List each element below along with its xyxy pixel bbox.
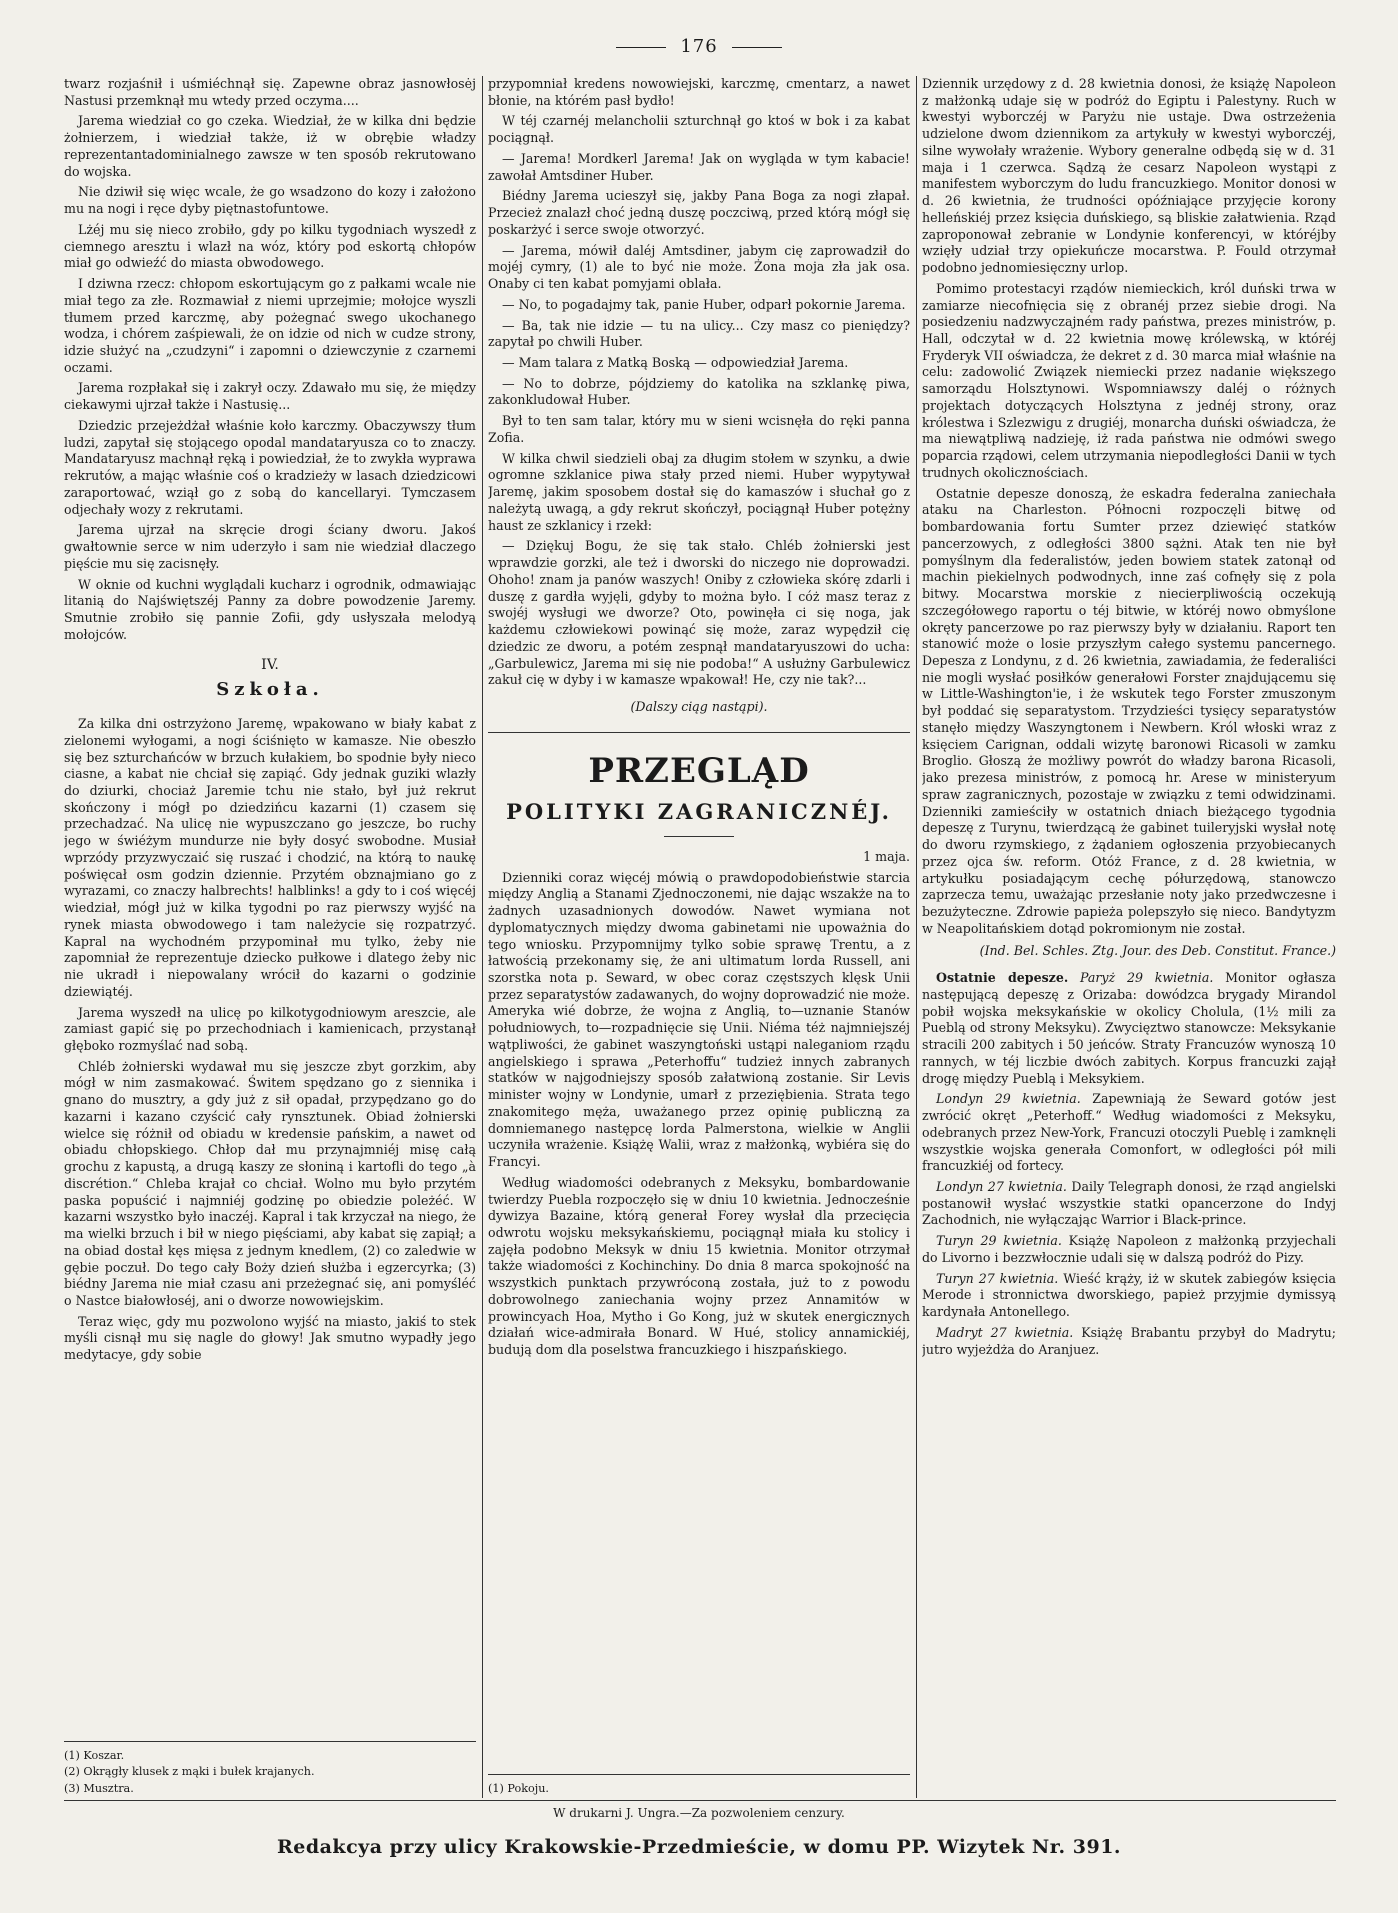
dispatch-text: Książę Brabantu przybył do Madrytu; jutro wyjeżdża do Aranjuez.: [922, 1324, 1336, 1357]
paragraph: Jarema rozpłakał się i zakrył oczy. Zdawało mu się, że między ciekawymi ujrzał także i Nastusię...: [64, 380, 476, 413]
paragraph: Ostatnie depesze donoszą, że eskadra federalna zaniechała ataku na Charleston. Północni rozpoczęli bitwę od bombardowania fortu Sumter przez dziewięć statków pancerzowych, z odległości 3800 sążni. Atak ten nie był pomyślnym dla federalistów, jeden bowiem statek zatonął od machin piekielnych podwodnych, inne zaś cofnęły się z pola bitwy. Mocarstwa morskie z niecierpliwością oczekują szczegółowego raportu o téj bitwie, w któréj nowo obmyślone okręty pancerzowe po raz pierwszy były w działaniu. Raport ten stanowić może o losie przyszłym całego systemu pancernego. Depesza z Londynu, z d. 26 kwietnia, zawiadamia, że federaliści nie mogli wysłać posiłków generałowi Forster znajdującemu się w Little-Washington'ie, i że wskutek tego Forster zmuszonym był poddać się separatystom. Trzydzieści tysięcy separatystów stanęło między Waszyngtonem i Newbern. Król włoski wraz z księciem Carignan, oddali wizytę baronowi Ricasoli w zamku Broglio. Głoszą że możliwy powrót do władzy barona Ricasoli, jako prezesa ministrów, z pomocą hr. Arese w ministeryum spraw zagranicznych, pozostaje w związku z temi odwidzinami. Dzienniki zamieściły w ostatnich dniach bieżącego tygodnia depeszę z Turynu, twierdzącą że gabinet tuileryjski wysłał notę do dworu rzymskiego, z żądaniem ogłoszenia przyobiecanych przez ojca św. reform. Otóż France, z d. 28 kwietnia, w artykułku posiadającym cechę półurzędową, stanowczo zaprzecza temu, uważając przesłanie noty jako przedwczesne i bezużyteczne. Zdrowie papieża polepszyło się nieco. Bandytyzm w Neapolitańskiem dotąd pokromionym nie został.: [922, 485, 1336, 936]
story-continuation: [488, 76, 910, 689]
paragraph: Za kilka dni ostrzyżono Jaremę, wpakowano w biały kabat z zielonemi wyłogami, a nogi ściśnięto w kamasze. Nie obeszło się bez szturchańców w brzuch kułakiem, bo spodnie były nieco ciasne, a kabat nie chciał się zapiąć. Gdy jednak guziki wlazły do dziurki, chociaż Jaremie tchu nie stało, był już rekrut skończony i mógł po dziedzińcu kazarni (1) czasem się przechadzać. Na ulicę nie wypuszczano go jeszcze, bo ruchy jego w świéżym mundurze nie były dosyć swobodne. Musiał wprzódy przyzwyczaić się ruszać i chodzić, na którą to naukę poświęcał osm godzin dziennie. Przytém obznajmiano go z wyrazami, co znaczy halbrechts! halblinks! a gdy to i coś więcéj wiedział, mógł już w kilka tygodni po raz pierwszy wyjść na rynek miasta obwodowego i tam należycie się rozpatrzyć. Kapral na wychodném przypominał mu tylko, żeby nie zapomniał że reprezentuje dziecko pułkowe i dlatego żeby nic nie ukradł i niepowalany wrócił do kazarni o godzinie dziewiątéj.: [64, 716, 476, 999]
paragraph: Jarema ujrzał na skręcie drogi ściany dworu. Jakoś gwałtownie serce w nim uderzyło i sam nie wiedział dlaczego pięście mu się zacisnęły.: [64, 522, 476, 571]
dispatch-text: Daily Telegraph donosi, że rząd angielski postanowił wysłać wszystkie statki opancerzone do Indyj Zachodnich, nie wyłączając Warrior i Black-prince.: [922, 1179, 1336, 1228]
paragraph: W téj czarnéj melancholii szturchnął go ktoś w bok i za kabat pociągnął.: [488, 113, 910, 146]
footer-rule: [64, 1800, 1336, 1801]
footnotes: [64, 1741, 476, 1798]
article-subtitle: POLITYKI ZAGRANICZNÉJ.: [506, 798, 892, 824]
dispatch-text: Wieść krąży, iż w skutek zabiegów księcia Merode i stronnictwa dworskiego, papież przyjmie dymissyą kardynała Antonellego.: [922, 1270, 1336, 1320]
paragraph: Teraz więc, gdy mu pozwolono wyjść na miasto, jakiś to stek myśli cisnął mu się nagle do głowy! Jak smutno wypadły jego medytacye, gdy sobie: [64, 1313, 476, 1363]
paragraph: — Mam talara z Matką Boską — odpowiedział Jarema.: [502, 355, 849, 371]
paragraph: Był to ten sam talar, który mu w sieni wcisnęła do ręki panna Zofia.: [488, 413, 910, 445]
dispatch-city: Paryż 29 kwietnia.: [1080, 970, 1214, 986]
paragraph: — No, to pogadajmy tak, panie Huber, odparł pokornie Jarema.: [502, 296, 906, 312]
story-text-top: [64, 76, 476, 644]
column-rule-right: [916, 76, 917, 1798]
editorial-address: Redakcya przy ulicy Krakowskie-Przedmieście, w domu PP. Wizytek Nr. 391.: [276, 1836, 1122, 1858]
section-number: IV.: [261, 656, 279, 673]
dispatch-city: Londyn 27 kwietnia.: [936, 1179, 1067, 1194]
column-2: [488, 76, 910, 1798]
dispatch-text: Monitor ogłasza następującą depeszę z Orizaba: dowódzca brygady Mirandol pobił wojska meksykańskie w okolicy Cholula, (1½ mili za Pueblą od strony Meksyku). Zwycięztwo stanowcze: Meksykanie stracili 200 zabitych i 50 jeńców. Straty Francuzów wynoszą 10 rannych, w téj liczbie dwóch zabitych. Korpus francuzki zajął drogę między Pueblą i Meksykiem.: [922, 970, 1336, 1086]
paragraph: Dzienniki coraz więcéj mówią o prawdopodobieństwie starcia między Anglią a Stanami Zjednoczonemi, nie dając wszakże na to żadnych uzasadnionych dowodów. Nawet wymiana not dyplomatycznych między dwoma gabinetami nie upoważnia do tego wniosku. Przypomnijmy tylko sobie sprawę Trentu, a z łatwością przekonamy się, że ani ultimatum lorda Russell, ani szorstka nota p. Seward, w obec coraz częstszych klęsk Unii przez separatystów zadawanych, do wojny doprowadzić nie może. Ameryka wié dobrze, że wojna z Anglią, to—uznanie Stanów południowych, to—rozpadnięcie się Unii. Niéma téż najmniejszéj wątpliwości, że gabinet waszyngtoński ustąpi naleganiom rządu angielskiego i sprawa „Peterhoffu“ tudzież innych zabranych statków w najgodniejszy sposób załatwioną zostanie. Sir Levis minister wojny w Londynie, umarł z przeziębienia. Strata tego znakomitego męża, uważanego przez opinię publiczną za domniemanego następcę lorda Palmerstona, wielkie w Anglii uczyniła wrażenie. Książę Walii, wraz z małżonką, wybiéra się do Francyi.: [488, 869, 910, 1170]
paragraph: — No to dobrze, pójdziemy do katolika na szklankę piwa, zakonkludował Huber.: [488, 375, 910, 408]
paragraph: W oknie od kuchni wyglądali kucharz i ogrodnik, odmawiając litanią do Najświętszéj Panny za dobre powodzenie Jaremy. Smutnie zrobiło się pannie Zofii, gdy usłyszała melodyą mołojców.: [64, 576, 476, 642]
paragraph: — Ba, tak nie idzie — tu na ulicy... Czy masz co pieniędzy? zapytał po chwili Huber.: [488, 317, 910, 350]
footnote: (1) Koszar.: [64, 1748, 125, 1762]
dispatch: [922, 1271, 1336, 1321]
story-text-bottom: [64, 716, 476, 1364]
sources-line: (Ind. Bel. Schles. Ztg. Jour. des Deb. Constitut. France.): [979, 943, 1336, 959]
article-text: [488, 870, 910, 1359]
paragraph: I dziwna rzecz: chłopom eskortującym go z pałkami wcale nie miał tego za złe. Rozmawiał z niemi uprzejmie; mołojce wyszli tłumem przed karczmę, aby pożegnać swego ukochanego wodza, i chórem zaśpiewali, że on idzie od nich w cudze strony, idzie służyć na „czudzyni“ i zapomni o dziewczynie z czarnemi oczami.: [64, 276, 476, 375]
column-3: [922, 76, 1336, 1798]
page-number-dash-left: [616, 47, 666, 48]
page-number-dash-right: [732, 47, 782, 48]
dispatch-city: Madryt 27 kwietnia.: [936, 1324, 1074, 1340]
paragraph: Nie dziwił się więc wcale, że go wsadzono do kozy i założono mu na nogi i ręce dyby piętnastofuntowe.: [64, 184, 476, 217]
dateline: 1 maja.: [863, 848, 910, 864]
dispatch-city: Turyn 29 kwietnia.: [936, 1233, 1062, 1249]
article-continuation: [922, 76, 1336, 937]
dispatches: [922, 970, 1336, 1358]
column-rule-left: [482, 76, 483, 1798]
page-number-line: [0, 36, 1398, 57]
footnote: (3) Musztra.: [64, 1782, 134, 1796]
paragraph: Jarema wiedział co go czeka. Wiedział, że w kilka dni będzie żołnierzem, i wiedział także, iż w obrębie władzy reprezentantadominialnego zawsze w ten sposób rekrutowano do wojska.: [64, 113, 476, 179]
section-title: Szkoła.: [216, 679, 324, 701]
section-divider: [488, 732, 910, 733]
article-title: PRZEGLĄD: [588, 750, 810, 791]
footnotes: [488, 1774, 910, 1798]
dispatch: [922, 1325, 1336, 1358]
dispatch-text: Książę Napoleon z małżonką przyjechali do Livorno i bezzwłocznie udali się w dalszą podróż do Pizy.: [922, 1233, 1336, 1265]
dispatch-lead: Ostatnie depesze.: [936, 970, 1069, 986]
dispatch-city: Londyn 29 kwietnia.: [936, 1091, 1081, 1107]
footnote: (2) Okrągły klusek z mąki i bułek krajanych.: [64, 1765, 315, 1779]
paragraph: Biédny Jarema ucieszył się, jakby Pana Boga za nogi złapał. Przecież znalazł choć jedną duszę poczciwą, przed którą mógł się poskarżyć i serce swoje otworzyć.: [488, 188, 910, 237]
paragraph: twarz rozjaśnił i uśmiéchnął się. Zapewne obraz jasnowłosėj Nastusi przemknął mu wtedy przed oczyma....: [64, 76, 476, 108]
dispatch-city: Turyn 27 kwietnia.: [936, 1270, 1059, 1286]
paragraph: — Jarema! Mordkerl Jarema! Jak on wygląda w tym kabacie! zawołał Amtsdiner Huber.: [488, 150, 910, 183]
column-1: [64, 76, 476, 1798]
paragraph: Pomimo protestacyi rządów niemieckich, król duński trwa w zamiarze niecofnięcia się z obranéj przez siebie drogi. Na posiedzeniu nadzwyczajném rady państwa, prezes ministrów, p. Hall, odczytał w d. 22 kwietnia mowę królewską, w któréj Fryderyk VII oświadcza, że dekret z d. 30 marca miał właśnie na celu: zadowolić Związek niemiecki przez nadanie większego samorządu Holsztynowi. Wspomniawszy daléj o różnych projektach dotyczących Holsztyna z jednéj strony, oraz królestwa i Szlezwigu z drugiéj, monarcha duński oświadcza, że ma niewątpliwą nadzieję, iż rada państwa nie odmówi swego poparcia rządowi, celem utrzymania niepodległości Danii w tych trudnych okolicznościach.: [922, 280, 1336, 480]
dispatch-text: Zapewniają że Seward gotów jest zwrócić okręt „Peterhoff.“ Według wiadomości z Meksyku, odebranych przez New-York, Francuzi otoczyli Pueblę i zamknęli wszystkie wojska generała Comonfort, w odległości pół mili francuzkiéj od fortecy.: [922, 1091, 1336, 1174]
paragraph: W kilka chwil siedzieli obaj za długim stołem w szynku, a dwie ogromne szklanice piwa stały przed niemi. Huber wypytywał Jaremę, jakim sposobem dostał się do kamaszów i słuchał go z należytą uwagą, a gdy rekrut skończył, pociągnął Huber potężny haust ze szklanicy i rzekł:: [488, 450, 910, 533]
printer-line: W drukarni J. Ungra.—Za pozwoleniem cenzury.: [553, 1806, 845, 1820]
title-rule: [664, 836, 734, 837]
paragraph: Jarema wyszedł na ulicę po kilkotygodniowym areszcie, ale zamiast gapić się po przechodniach i kamienicach, przystanął głęboko rozmyślać nad sobą.: [64, 1004, 476, 1053]
paragraph: Chléb żołnierski wydawał mu się jeszcze zbyt gorzkim, aby mógł w nim zasmakować. Świtem spędzano go z siennika i gnano do musztry, a gdy już z sił opadał, przypędzano go do kazarni i kazano czyścić cały rynsztunek. Obiad żołnierski wielce się różnił od obiadu w kredensie pańskim, a nawet od obiadu chłopskiego. Chłop dał mu przynajmniéj misę całą grochu z kapustą, a drugą kaszy ze słoniną i kartofli do tego „à discrétion.“ Chleba krajał co chciał. Wolno mu było przytém paska popuścić i najmniéj godzinę po obiedzie poleżéć. W kazarni wszystko było inaczéj. Kapral i tak krzyczał na niego, że ma wielki brzuch i bił w niego pięściami, aby kabat się zapiął; a na obiad dostał kęs mięsa z jednym knedlem, (2) co zaledwie w gębie poczuł. Do tego cały Boży dzień służba i egzercyrka; (3) biédny Jarema nie miał czasu ani przeżegnać się, ani pomyśléć o Nastce białowłoséj, ani o dworze nowowiejskim.: [64, 1058, 476, 1309]
dispatch: [922, 1091, 1336, 1175]
paragraph: — Jarema, mówił daléj Amtsdiner, jabym cię zaprowadził do mojéj cymry, (1) ale to być nie może. Żona moja zła jak osa. Onaby ci ten kabat pomyjami oblała.: [488, 242, 910, 292]
to-be-continued: (Dalszy ciąg nastąpi).: [630, 698, 768, 714]
paragraph: Lżéj mu się nieco zrobiło, gdy po kilku tygodniach wyszedł z ciemnego aresztu i wlazł na wóz, który pod eskortą chłopów miał go odwieźć do miasta obwodowego.: [64, 221, 476, 271]
paragraph: Według wiadomości odebranych z Meksyku, bombardowanie twierdzy Puebla rozpoczęło się w dniu 10 kwietnia. Jednocześnie dywizya Bazaine, którą generał Forey wysłał dla przecięcia odwrotu wojsku meksykańskiemu, pociągnął miała ku stolicy i zajęła podobno Meksyk w dniu 15 kwietnia. Monitor otrzymał także wiadomości z Kochinchiny. Do dnia 8 marca spokojność na wszystkich punktach przywróconą została, już to z powodu dobrowolnego zaniechania wojny przez Annamitów w prowincyach Hoa, Mytho i Go Kong, już w skutek energicznych działań wice-admirała Bonard. W Hué, stolicy annamickiéj, budują dom dla poselstwa francuzkiego i hiszpańskiego.: [488, 1174, 910, 1358]
paragraph: Dziennik urzędowy z d. 28 kwietnia donosi, że książę Napoleon z małżonką udaje się w podróż do Egiptu i Palestyny. Ruch w kwestyi wyborczéj w Paryżu nie ustaje. Dwa ostrzeżenia udzielone dwom dziennikom za artykuły w kwestyi wyborczéj, silne wywołały wrażenie. Wybory generalne odbędą się w d. 31 maja i 1 czerwca. Sądzą że cesarz Napoleon wystąpi z manifestem wyborczym do ludu francuzkiego. Monitor donosi w d. 26 kwietnia, że trudności opóźniające przyjęcie korony helleńskiéj przez księcia duńskiego, są bliskie załatwienia. Rząd zaproponował zebranie w Londynie konferencyi, w któréjby wzięły udział trzy opiekuńcze mocarstwa. P. Fould otrzymał podobno jednomiesięczny urlop.: [922, 76, 1336, 276]
page-number: 176: [680, 36, 718, 57]
paragraph: przypomniał kredens nowowiejski, karczmę, cmentarz, a nawet błonie, na którém pasł bydło!: [488, 76, 910, 108]
paragraph: Dziedzic przejeżdżał właśnie koło karczmy. Obaczywszy tłum ludzi, zapytał się stojącego opodal mandataryusza co to znaczy. Mandataryusz machnął ręką i powiedział, że to zwykła wyprawa rekrutów, a mając właśnie coś o kradzieży w lasach dziedzicowi zaraportować, wziął go z sobą do kancellaryi. Tymczasem odjechały wozy z rekrutami.: [64, 417, 476, 517]
dispatch: [922, 970, 1336, 1087]
footnote: (1) Pokoju.: [488, 1782, 549, 1796]
paragraph: — Dziękuj Bogu, że się tak stało. Chléb żołnierski jest wprawdzie gorzki, ale też i dworski do niczego nie doprowadzi. Ohoho! znam ja panów waszych! Oniby z człowieka skórę zdarli i duszę z gardła wyjęli, gdyby to można było. I cóż masz teraz z swojéj wysługi we dworze? Oto, powinęła ci się noga, jak każdemu człowiekowi powinąć się może, zaraz wypędził cię dziedzic ze dworu, a potém zespnął mandataryuszowi do ucha: „Garbulewicz, Jarema mi się nie podoba!“ A usłużny Garbulewicz zakuł cię w dyby i w kamasze wpakował! He, czy nie tak?...: [488, 538, 910, 688]
dispatch: [922, 1179, 1336, 1229]
dispatch: [922, 1233, 1336, 1266]
